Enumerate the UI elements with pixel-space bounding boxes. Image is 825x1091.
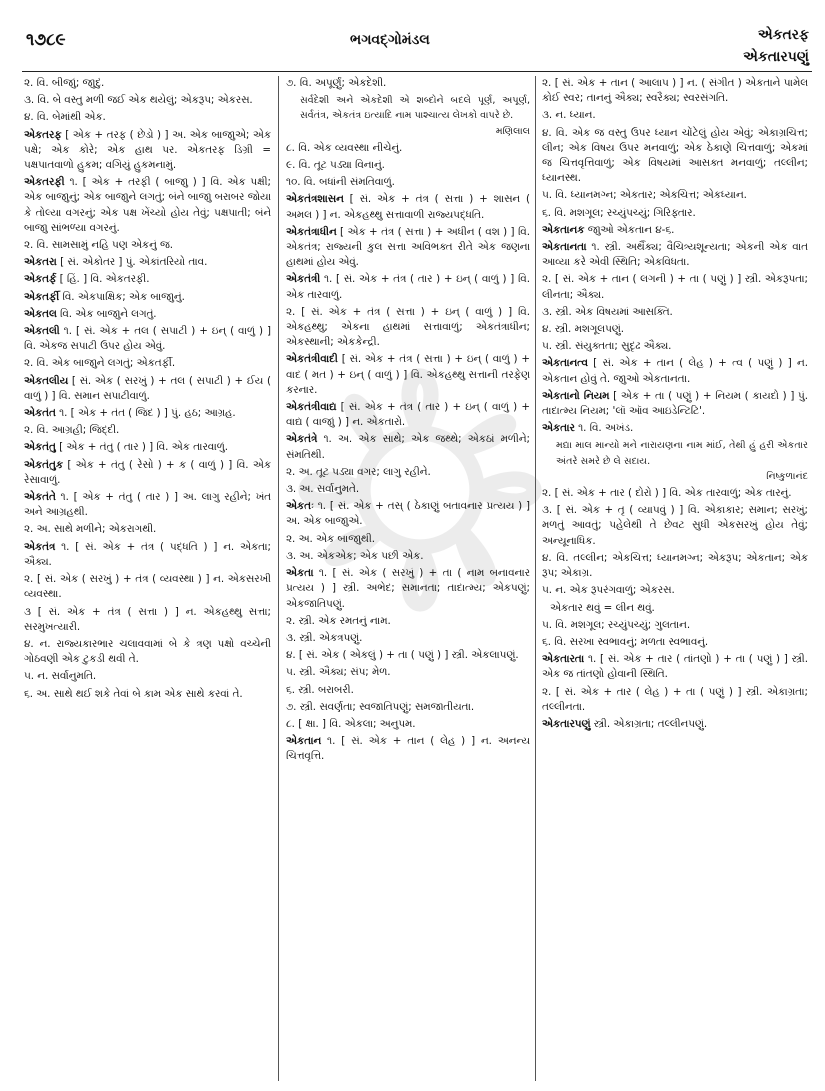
definition-text: ૨. વિ. એક બાજાુને લગતું; એકતર્ફી. [24,357,176,370]
dictionary-sense-entry [286,614,530,629]
definition-text: વિ. એકપાક્ષિક; એક બાજાુનું. [59,290,185,303]
definition-text: ૬. અ. સાથે થઈ શકે તેવાં બે કામ એક સાથે કરવાં તે. [24,687,243,700]
dictionary-sense-entry [24,356,271,371]
definition-text: ૨. અ. તૂટ પડ્યા વગર; લાગુ રહીને. [286,465,431,478]
column-divider [535,76,536,1081]
dictionary-sense-entry [24,687,271,702]
definition-text: ૪. સ્ત્રી. મશગૂલપણું. [542,323,625,336]
dictionary-sense-entry [286,631,530,646]
dictionary-sense-entry [542,685,808,715]
headword: એકતરા [24,256,57,269]
definition-text: ૧. [ સં. એક + તાન ( લેહ ) ] ન. અનન્ય ચિત્તવૃત્તિ. [286,735,530,763]
dictionary-headword-entry [24,128,271,174]
definition-text: ૪. [ સં. એક ( એકલું ) + તા ( પણું ) ] સ્ત્રી. એકલાપણું. [286,649,519,662]
definition-text: ૫. ન. એક રૂપરંગવાળું; એકરસ. [542,584,675,597]
dictionary-sense-entry [542,108,808,123]
definition-text: [ સં. એકોતર ] પું. એકાંતરિયો તાવ. [56,256,208,269]
definition-text: ૩. ન. ધ્યાન. [542,109,596,122]
definition-text: ૨. અ. એક બાજાુથી. [286,532,376,545]
definition-text: ૧૦. વિ. બધાંની સંમતિવાળું. [286,176,395,189]
headword: એકતંતે [24,491,56,504]
dictionary-sense-entry [286,93,530,123]
dictionary-sense-entry [542,551,808,581]
dictionary-headword-entry [24,272,271,287]
dictionary-headword-entry [24,255,271,270]
dictionary-sense-entry [286,683,530,698]
definition-text: મદ્યા માલ માન્યો મને નારાયણના નામ માંઈ, તેથી હું હરી એકતાર અંતરે સમરે છે લે સદાય. [556,440,808,467]
definition-text: ૫. વિ. ધ્યાનમગ્ન; એકતાર; એકચિત્ત; એકધ્યાન. [542,189,747,202]
dictionary-sense-entry [286,305,530,351]
headword: એકતાનતા [542,241,587,254]
definition-text: ૨. [ સં. એક + તાન ( આલાપ ) ] ન. ( સંગીત ) એકતાને પામેલ કોઈ સ્વર; તાનનું ઐક્ય; સ્વરૈક્ય; સ્વરસંગતિ. [542,77,808,105]
definition-text: ૪. ન. રાજ્યકારભાર ચલાવવામાં બે કે ત્રણ પક્ષો વચ્ચેની ગોઠવણી એક ટુકડી થવી તે. [24,637,271,666]
dictionary-headword-entry [24,458,271,488]
dictionary-sense-entry [542,188,808,203]
headword: એકતંત્રીવાદ્ય [286,401,337,414]
definition-text: સર્વદેશી અને એકદેશી એ શબ્દોને બદલે પૂર્ણ, અપૂર્ણ, સર્વતંત્ર, એકતંત્ર ઇત્યાદિ નામ પાશ્ચાત્ય લેખકો વાપરે છે. [300,95,530,122]
dictionary-sense-entry [24,637,271,667]
dictionary-headword-entry [286,432,530,462]
definition-text: [ હિં. ] વિ. એકતરફી. [56,273,150,286]
headword: એકતંત્રશાસન [286,193,344,206]
definition-text: ૭. વિ. અપૂર્ણું; એકદેશી. [286,77,387,89]
definition-text: વિ. એક બાજાુને લગતું. [56,307,157,320]
dictionary-headword-entry [24,324,271,354]
dictionary-sense-entry [286,141,530,156]
definition-text: એકતાર થવું = લીન થવું. [550,601,655,614]
definition-text: ૩. સ્ત્રી. એકત્રપણું. [286,631,363,644]
headword: એકતલ [24,307,57,320]
definition-text: ૬. વિ. સરખા સ્વભાવનું; મળતા સ્વભાવનું. [542,635,709,648]
definition-text: ૮. વિ. એક વ્યવસ્થા નીચેનું. [286,141,403,154]
dictionary-sense-entry [286,76,530,91]
dictionary-sense-entry [542,339,808,354]
dictionary-sense-entry [542,206,808,221]
dictionary-sense-entry [24,93,271,108]
column-divider [278,76,279,1081]
definition-text: ૨. વિ. આગ્રહી; જિદ્દી. [24,424,120,437]
definition-text: [ એક + તા ( પણું ) + નિયમ ( કાયદો ) ] પું. તાદાત્મ્ય નિયમ; 'લૉ ઑવ આઇડેન્ટિટિ'. [542,389,808,418]
definition-text: ૫. વિ. મશગૂલ; રચ્યુંપચ્યું; ગુલતાન. [542,618,691,631]
definition-text: ૧. [ એક + તંત ( જિદ ) ] પું. હઠ; આગ્રહ. [55,407,236,420]
definition-text: ૫. ન. સર્વાનુમતિ. [24,670,97,683]
definition-text: ૧. [ સં. એક + તંત્ર ( તાર ) + ઇન્ ( વાળું ) ] વિ. એક તારવાળું. [286,273,530,301]
dictionary-sense-entry [24,669,271,684]
definition-text: ૬. વિ. મશગૂલ; રચ્યુંપચ્યું; ગિરિફ્તાર. [542,206,696,219]
dictionary-sense-entry [24,522,271,537]
definition-text: ૩. [ સં. એક + તૃ ( વ્યાપવું ) ] વિ. એકાકાર; સમાન; સરખું; મળતું આવતું; પહેલેથી તે છેવટ સુધી એકસરખું હોય તેવું; અન્યૂનાધિક. [542,504,808,547]
definition-text: ૩ [ સં. એક + તંત્ર ( સત્તા ) ] ન. એકહથ્થુ સત્તા; સરમુખત્યારી. [24,605,271,633]
definition-text: ૧. [ સં. એક + તાર ( તાંતણો ) + તા ( પણું ) ] સ્ત્રી. એક જ તાંતણો હોવાની સ્થિતિ. [542,653,808,681]
headword: એકતાન [286,735,322,748]
headword: એકતઃ [286,500,314,513]
definition-text: ૪. વિ. તલ્લીન; એકચિત્ત; ધ્યાનમગ્ન; એકરૂપ; એકતાન; એક રૂપ; એકાગ્ર. [542,551,808,580]
definition-text: ૨. સ્ત્રી. એક રમતનું નામ. [286,614,391,627]
dictionary-headword-entry [24,440,271,455]
dictionary-headword-entry [24,490,271,520]
definition-text: ૨. [ સં. એક + તંત્ર ( સત્તા ) + ઇન્ ( વાળું ) ] વિ. એકહથ્થુ; એકના હાથમાં સત્તાવાળું; એકતંત્રાધીન; એકસ્થાની; એકકેન્દ્રી. [286,305,530,349]
dictionary-sense-entry [542,272,808,302]
definition-text: [ સં. એક ( સરખું ) + તલ ( સપાટી ) + ઈય ( વાળું ) ] વિ. સમાન સપાટીવાળું. [24,374,271,402]
dictionary-sense-entry [286,465,530,480]
dictionary-sense-entry [24,76,271,91]
definition-text: ૧. સ્ત્રી. અર્થૈક્ય; વૈચિત્ર્યશૂન્યતા; એકની એક વાત આવ્યા કરે એવી સ્થિતિ; એકવિધતા. [542,241,808,269]
page-number: ૧૭૮૯ [26,30,66,50]
dictionary-sense-entry [286,158,530,173]
headword: એકતાર [542,422,575,435]
dictionary-headword-entry [24,406,271,421]
dictionary-headword-entry [286,272,530,302]
dictionary-sense-entry [286,665,530,680]
definition-text: ૧. [ એક + તંતુ ( તાર ) ] અ. લાગુ રહીને; ખંત અને આગ્રહથી. [24,491,271,519]
definition-text: ૧. અ. એક સાથે; એક જથ્થે; એકઠાં મળીને; સંમતિથી. [286,433,530,461]
header-rule [22,71,812,72]
dictionary-headword-entry [24,374,271,404]
definition-text: ૧. [ સં. એક + તલ ( સપાટી ) + ઇન્ ( વાળું ) ] વિ. એકજ સપાટી ઉપર હોય એવું. [24,325,271,353]
column-3 [542,76,808,1083]
dictionary-sense-entry [286,124,530,139]
definition-text: [ એક + તંતુ ( તાર ) ] વિ. એક તારવાળું. [55,441,229,454]
book-title: ભગવદ્ગોમંડલ [350,32,430,48]
headword: એકતાનો નિયમ [542,389,610,402]
definition-text: ૧. વિ. અખંડ. [574,422,634,435]
headword: એકતંતુ [24,441,56,454]
dictionary-sense-entry [286,700,530,715]
dictionary-headword-entry [286,352,530,398]
definition-text: [ એક + તંતુ ( રેસો ) + ક ( વાળું ) ] વિ. એક રેસાવાળું. [24,458,271,486]
dictionary-headword-entry [542,240,808,270]
headword: એકતંતુક [24,458,64,471]
dictionary-headword-entry [24,307,271,322]
definition-text: ૫. સ્ત્રી. ઐક્ય; સંપ; મેળ. [286,666,391,679]
headword: એકતંત્રીવાદી [286,353,338,366]
definition-text: ૧. [ સં. એક + તંત્ર ( પદ્ધતિ ) ] ન. એકતા; ઐક્ય. [24,540,271,568]
headword: એકતલી [24,325,60,338]
dictionary-sense-entry [542,469,808,484]
definition-text: ૬. સ્ત્રી. બરાબરી. [286,683,354,696]
headword: એકતર્ફી [24,290,60,303]
definition-text: ૨. વિ. સામસામું નહિ પણ એકનું જ. [24,239,174,252]
dictionary-sense-entry [542,618,808,633]
dictionary-headword-entry [286,499,530,529]
dictionary-sense-entry [542,305,808,320]
definition-text: ૮. [ ક્ષા. ] વિ. એકલા; અનુપમ. [286,717,416,730]
headword: એકતંત્રે [286,433,318,446]
dictionary-sense-entry [542,583,808,598]
definition-text: ૧. [ એક + તરફી ( બાજાુ ) ] વિ. એક પક્ષી; એક બાજાુનું; એક બાજાુને લગતું; બંને બાજાુ બરાબર જોયા કે તોલ્યા વગરનું; એક પક્ષ ખેંચ્યો હોય તેવું; પક્ષપાતી; બંને બાજાુ સાંભળ્યા વગરનું. [24,176,271,234]
dictionary-headword-entry [542,389,808,419]
definition-text: ૩. અ. સર્વાનુમતે. [286,483,360,496]
guide-word-last: એકતારપણું [743,49,809,65]
definition-text: ૨. [ સં. એક + તાર ( લેહ ) + તા ( પણું ) ] સ્ત્રી. એકાગ્રતા; તલ્લીનતા. [542,685,808,713]
dictionary-headword-entry [24,175,271,236]
headword: એકતંત્રી [286,273,321,286]
dictionary-sense-entry [542,601,808,616]
definition-text: ૩. સ્ત્રી. એક વિષયમાં આસક્તિ. [542,305,673,318]
headword: એકતારપણું [542,717,591,730]
definition-text: ૨. [ સં. એક ( સરખું ) + તંત્ર ( વ્યવસ્થા ) ] ન. એકસરખી વ્યવસ્થા. [24,573,271,601]
definition-text: ૨. વિ. બીજાું; જાુદું. [24,77,105,89]
definition-text: ૭. સ્ત્રી. સવર્ણતા; સ્વજાતિપણું; સમજાતીયતા. [286,700,475,713]
guide-word-first: એકતરફ [757,27,809,43]
definition-text: [ સં. એક + તંત્ર ( સત્તા ) + શાસન ( અમલ ) ] ન. એકહથ્થુ સત્તાવાળી રાજ્યપદ્ધતિ. [286,193,530,221]
column-1 [24,76,271,1083]
dictionary-sense-entry [24,605,271,635]
headword: એકતાનત્વ [542,357,588,370]
dictionary-sense-entry [542,76,808,106]
dictionary-sense-entry [286,532,530,547]
dictionary-sense-entry [542,635,808,650]
dictionary-headword-entry [542,223,808,238]
dictionary-sense-entry [24,423,271,438]
dictionary-sense-entry [24,238,271,253]
definition-text: જાુઓ એકતાન ૪-૬. [584,223,675,236]
headword: એકતરફી [24,176,65,189]
definition-text: સ્ત્રી. એકાગ્રતા; તલ્લીનપણું. [590,717,708,730]
definition-text: ૪. વિ. એક જ વસ્તુ ઉપર ધ્યાન ચોંટેલું હોય એવું; એકાગ્રચિત્ત; લીન; એક વિષય ઉપર મનવાળું; એક ઠેકાણે ચિત્તવાળું; એકમાં જ ચિત્તવૃત્તિવાળું; એક વિષયમાં આસક્ત મનવાળું; તલ્લીન; ધ્યાનસ્થ. [542,126,808,185]
definition-text: [ સં. એક + તંત્ર ( સત્તા ) + ઇન્ ( વાળું ) + વાદ ( મત ) + ઇન્ ( વાળું ) ] વિ. એકહથ્થુ સત્તાની તરફેણ કરનાર. [286,353,530,396]
headword: એકતંત્રાધીન [286,225,337,238]
dictionary-headword-entry [542,356,808,386]
definition-text: ૧. [ સં. એક ( સરખું ) + તા ( નામ બનાવનાર પ્રત્યય ) ] સ્ત્રી. અભેદ; સમાનતા; તાદાત્મ્ય; એકપણું; એકજાતિપણું. [286,567,530,610]
dictionary-headword-entry [286,225,530,271]
definition-text: ૧. [ સં. એક + તસ્ ( ઠેકાણું બતાવનાર પ્રત્યય ) ] અ. એક બાજાુએ. [286,500,530,528]
dictionary-sense-entry [286,717,530,732]
headword: એકતંત [24,407,56,420]
dictionary-sense-entry [286,549,530,564]
definition-text: ૪. વિ. બેમાંથી એક. [24,111,106,124]
definition-text: ૨. અ. સાથે મળીને; એકરાગથી. [24,523,157,536]
headword: એકતરફ [24,128,62,141]
dictionary-headword-entry [542,652,808,682]
headword: એકતર્ફ [24,273,57,286]
dictionary-sense-entry [542,126,808,187]
dictionary-headword-entry [286,192,530,222]
definition-text: ૩. વિ. બે વસ્તુ મળી જઈ એક થયેલું; એકરૂપ; એકરસ. [24,94,253,107]
definition-text: ૨. [ સં. એક + તાર ( દોરો ) ] વિ. એક તારવાળું; એક તારનું. [542,487,792,500]
dictionary-sense-entry [24,572,271,602]
definition-text: [ એક + તંત્ર ( સત્તા ) + અધીન ( વશ ) ] વિ. એકતંત્ર; રાજ્યની કુલ સત્તા અવિભક્ત રીતે એક જણના હાથમાં હોય એવું. [286,225,530,269]
dictionary-sense-entry [542,486,808,501]
definition-text: ૩. અ. એકએક; એક પછી એક. [286,549,424,562]
dictionary-sense-entry [542,503,808,549]
dictionary-headword-entry [286,734,530,764]
dictionary-headword-entry [542,717,808,732]
definition-text: [ સં. એક + તાન ( લેહ ) + ત્વ ( પણું ) ] ન. એકતાન હોવું તે. જાુઓ એકતાનતા. [542,357,808,385]
definition-text: ૯. વિ. તૂટ પડ્યા વિનાનું. [286,159,385,172]
definition-text: [ સં. એક + તંત્ર ( તાર ) + ઇન્ ( વાળું ) + વાદ્ય ( વાજાું ) ] ન. એકતારો. [286,401,530,429]
dictionary-headword-entry [286,566,530,612]
definition-text: [ એક + તરફ ( છેડો ) ] અ. એક બાજાુએ; એક પક્ષે; એક કોરે; એક હાથ પર. એકતરફ ડિગ્રી = પક્ષપાતવાળો હુકમ; વગિયું હુકમનામું. [24,128,271,172]
definition-text: મણિલાલ [495,125,530,137]
definition-text: ૨. [ સં. એક + તાન ( લગની ) + તા ( પણું ) ] સ્ત્રી. એકરૂપતા; લીનતા; ઐક્ય. [542,273,808,301]
definition-text: નિષ્કુળાનંદ [766,470,808,482]
dictionary-headword-entry [286,400,530,430]
headword: એકતંત્ર [24,540,56,553]
headword: એકતા [286,567,314,580]
dictionary-sense-entry [542,438,808,468]
dictionary-headword-entry [24,290,271,305]
dictionary-headword-entry [542,421,808,436]
headword: એકતારતા [542,653,585,666]
headword: એકતલીય [24,374,69,387]
dictionary-sense-entry [286,175,530,190]
dictionary-sense-entry [286,482,530,497]
column-2 [286,76,530,1083]
dictionary-headword-entry [24,540,271,570]
definition-text: ૫. સ્ત્રી. સંયુક્તતા; સુદૃઢ ઐક્ય. [542,340,672,353]
dictionary-sense-entry [542,322,808,337]
dictionary-sense-entry [24,110,271,125]
dictionary-sense-entry [286,648,530,663]
headword: એકતાનક [542,223,585,236]
page-header [0,0,825,70]
